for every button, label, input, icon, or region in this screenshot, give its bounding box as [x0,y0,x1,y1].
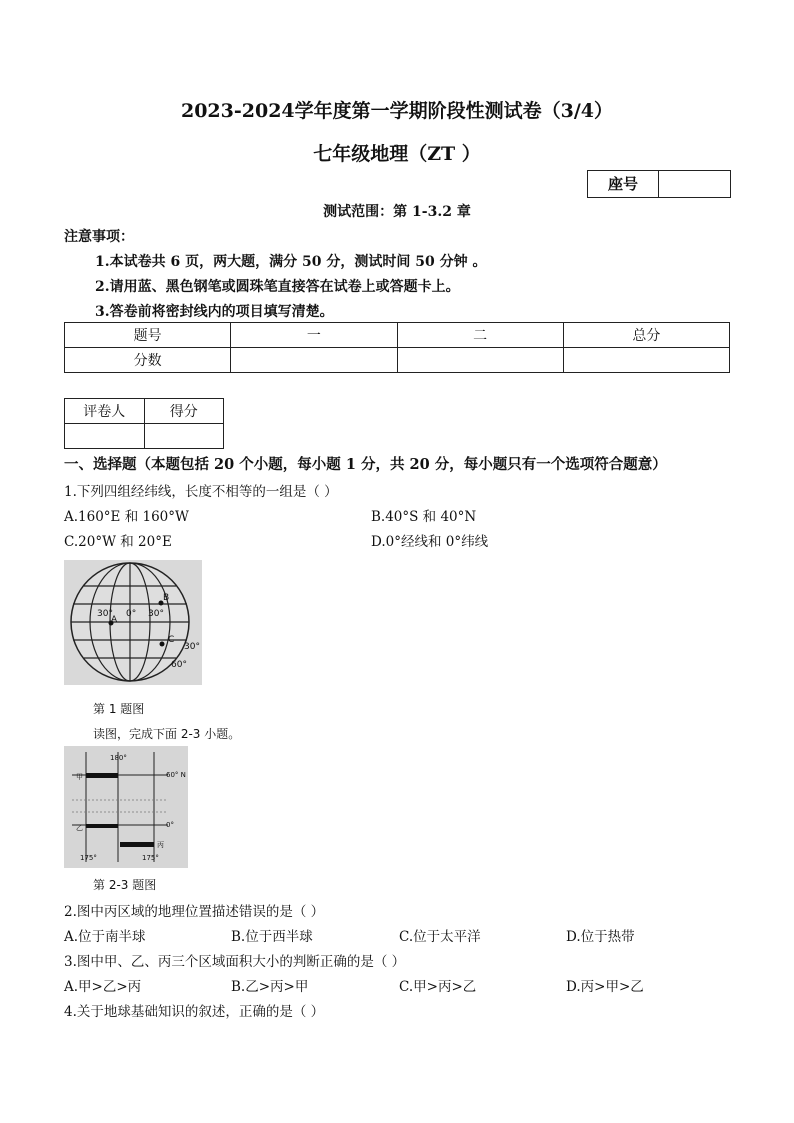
option-a[interactable]: A.甲>乙>丙 [64,979,142,995]
label-60n: 60° N [166,771,186,779]
label-lat30a: 30° [97,609,113,619]
label-lon0: 0° [126,609,137,619]
score-cell[interactable] [563,348,729,373]
label-jia: 甲 [76,773,83,781]
score-header: 二 [397,323,563,348]
option-c[interactable]: C.位于太平洋 [399,929,481,945]
note-item: 3.答卷前将密封线内的项目填写清楚。 [95,304,334,320]
label-yi: 乙 [76,824,83,832]
notes-heading: 注意事项： [64,229,134,245]
label-180: 180° [110,754,127,762]
label-175b: 175° [142,854,159,862]
grader-header: 评卷人 [65,399,145,424]
score-cell[interactable] [231,348,397,373]
exam-title: 2023-2024学年度第一学期阶段性测试卷（3/4） [180,100,614,122]
label-bing: 丙 [157,841,164,849]
score-table [64,322,730,373]
label-equator: 0° [166,821,174,829]
option-d[interactable]: D.丙>甲>乙 [566,979,644,995]
option-c[interactable]: C.20°W 和 20°E [64,534,172,550]
option-c[interactable]: C.甲>丙>乙 [399,979,477,995]
question-stem: 4.关于地球基础知识的叙述，正确的是（ ） [64,1004,325,1020]
note-item: 2.请用蓝、黑色钢笔或圆珠笔直接答在试卷上或答题卡上。 [95,279,460,295]
region-yi [86,824,118,828]
label-lat30b: 30° [184,642,200,652]
score-header: 题号 [65,323,231,348]
option-b[interactable]: B.乙>丙>甲 [231,979,309,995]
point-c [160,642,165,647]
section-title: 一、选择题（本题包括 20 个小题，每小题 1 分，共 20 分，每小题只有一个选项符合题意） [64,456,667,473]
seat-number-box [587,170,731,198]
region-figure [64,746,188,868]
grader-cell[interactable] [144,424,224,449]
globe-figure [64,560,202,685]
score-header: 总分 [563,323,729,348]
region-jia [86,773,118,778]
option-b[interactable]: B.40°S 和 40°N [371,509,477,525]
score-header: 一 [231,323,397,348]
seat-number-label: 座号 [588,171,659,197]
label-lon30: 30° [148,609,164,619]
question-stem: 1.下列四组经纬线，长度不相等的一组是（ ） [64,484,338,500]
globe-diagram [64,560,202,685]
option-b[interactable]: B.位于西半球 [231,929,313,945]
grader-cell[interactable] [65,424,145,449]
region-diagram [64,746,188,868]
option-a[interactable]: A.160°E 和 160°W [64,509,189,525]
figure-caption: 第 2-3 题图 [93,878,157,892]
option-a[interactable]: A.位于南半球 [64,929,146,945]
question-stem: 3.图中甲、乙、丙三个区域面积大小的判断正确的是（ ） [64,954,406,970]
label-a: A [111,615,118,625]
score-cell[interactable] [397,348,563,373]
label-175a: 175° [80,854,97,862]
grader-table [64,398,224,449]
figure-caption: 第 1 题图 [93,702,145,716]
exam-subtitle: 七年级地理（ZT ） [313,143,481,165]
label-b: B [163,593,170,603]
option-d[interactable]: D.位于热带 [566,929,635,945]
question-stem: 2.图中丙区域的地理位置描述错误的是（ ） [64,904,325,920]
label-lat60: 60° [171,660,187,670]
score-row-label: 分数 [65,348,231,373]
label-c: C [168,635,175,645]
option-d[interactable]: D.0°经线和 0°纬线 [371,534,489,550]
note-item: 1.本试卷共 6 页，两大题，满分 50 分，测试时间 50 分钟 。 [95,254,487,270]
seat-number-field[interactable] [659,171,730,197]
region-bing [120,842,154,847]
read-instruction: 读图，完成下面 2-3 小题。 [93,727,241,741]
test-scope: 测试范围：第 1-3.2 章 [323,204,471,220]
grader-header: 得分 [144,399,224,424]
